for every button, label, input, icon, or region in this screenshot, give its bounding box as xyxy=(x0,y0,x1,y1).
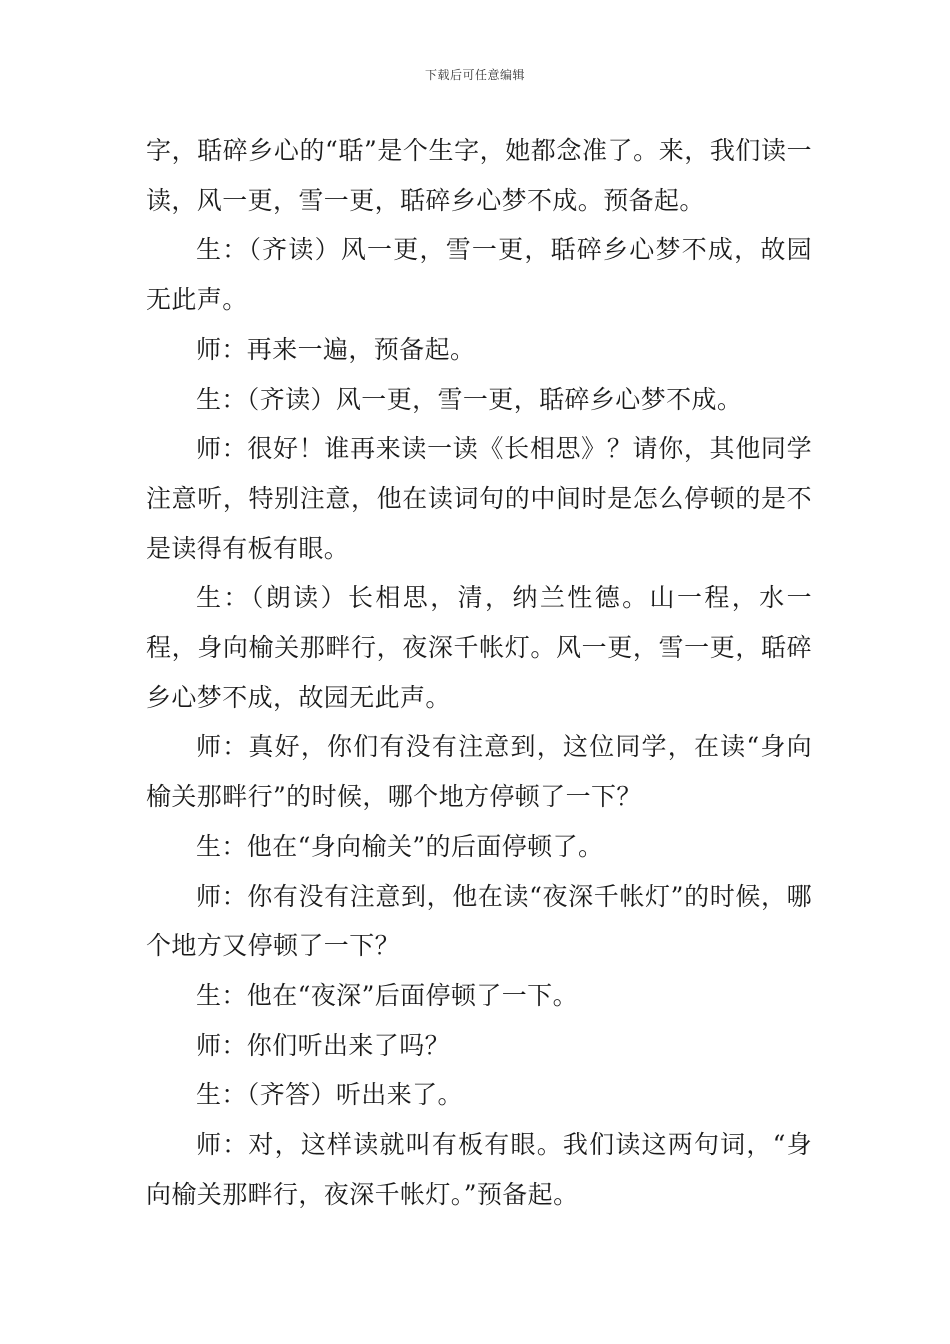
paragraph: 师：对，这样读就叫有板有眼。我们读这两句词，“身向榆关那畔行，夜深千帐灯。”预备起。 xyxy=(146,1130,812,1209)
paragraph: 生：（朗读）长相思，清，纳兰性德。山一程，水一程，身向榆关那畔行，夜深千帐灯。风一更，雪一更，聒碎乡心梦不成，故园无此声。 xyxy=(146,583,812,712)
paragraph: 生：他在“身向榆关”的后面停顿了。 xyxy=(196,831,604,861)
paragraph: 字，聒碎乡心的“聒”是个生字，她都念准了。来，我们读一读，风一更，雪一更，聒碎乡心梦不成。预备起。 xyxy=(146,136,812,215)
paragraph: 生：他在“夜深”后面停顿了一下。 xyxy=(196,980,578,1010)
paragraph: 师：再来一遍，预备起。 xyxy=(196,334,476,364)
paragraph: 生：（齐读）风一更，雪一更，聒碎乡心梦不成，故园无此声。 xyxy=(146,235,812,315)
paragraph: 师：你们听出来了吗？ xyxy=(196,1030,451,1060)
paragraph: 生：（齐答）听出来了。 xyxy=(196,1080,463,1110)
page-header: 下载后可任意编辑 xyxy=(424,68,525,82)
document-body xyxy=(146,126,812,1219)
paragraph: 生：（齐读）风一更，雪一更，聒碎乡心梦不成。 xyxy=(196,384,743,414)
paragraph: 师：你有没有注意到，他在读“夜深千帐灯”的时候，哪个地方又停顿了一下？ xyxy=(146,881,812,961)
paragraph: 师：很好！谁再来读一读《长相思》？请你，其他同学注意听，特别注意，他在读词句的中间时是怎么停顿的是不是读得有板有眼。 xyxy=(146,434,812,563)
paragraph: 师：真好，你们有没有注意到，这位同学，在读“身向榆关那畔行”的时候，哪个地方停顿了一下？ xyxy=(146,732,812,812)
